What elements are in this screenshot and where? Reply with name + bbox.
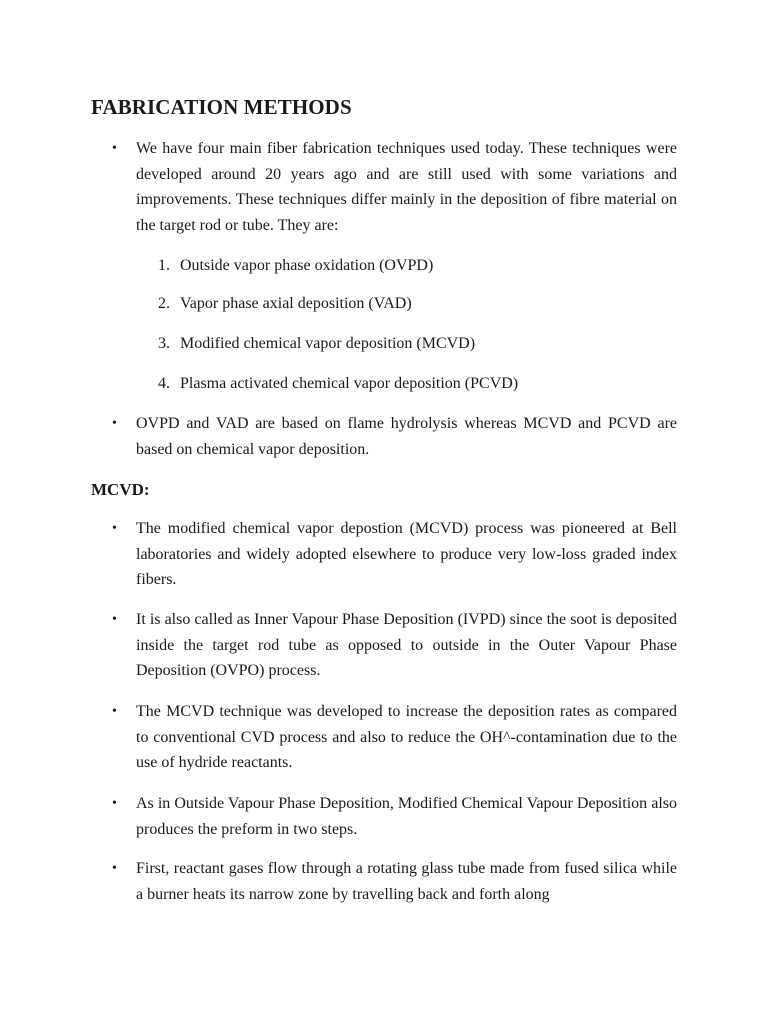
list-item-basis xyxy=(112,411,677,462)
list-item-mcvd-5 xyxy=(112,856,677,907)
paragraph-text: It is also called as Inner Vapour Phase Deposition (IVPD) since the soot is deposited inside the target rod tube as opposed to outside in the Outer Vapour Phase Deposition (OVPO) process. xyxy=(136,611,677,679)
list-item-mcvd-1 xyxy=(112,516,677,593)
list-item-mcvd-4 xyxy=(112,791,677,842)
list-item-intro xyxy=(112,136,677,238)
bullet-icon: • xyxy=(112,141,117,156)
bullet-icon: • xyxy=(112,521,117,536)
section-title: FABRICATION METHODS xyxy=(91,95,352,119)
numbered-item-2 xyxy=(158,292,412,316)
item-number: 4. xyxy=(158,375,170,392)
numbered-item-4 xyxy=(158,372,518,396)
item-text: Modified chemical vapor deposition (MCVD) xyxy=(180,335,476,352)
paragraph-text: OVPD and VAD are based on flame hydrolysis whereas MCVD and PCVD are based on chemical vapor deposition. xyxy=(136,415,677,458)
item-text: Vapor phase axial deposition (VAD) xyxy=(180,295,412,312)
subsection-title: MCVD: xyxy=(91,480,150,499)
item-number: 1. xyxy=(158,257,170,274)
numbered-item-1 xyxy=(158,254,433,278)
list-item-mcvd-2 xyxy=(112,607,677,684)
numbered-item-3 xyxy=(158,332,475,356)
paragraph-text: The MCVD technique was developed to increase the deposition rates as compared to conventional CVD process and also to reduce the OH^-contamination due to the use of hydride reactants. xyxy=(136,703,677,771)
bullet-icon: • xyxy=(112,612,117,627)
list-item-mcvd-3 xyxy=(112,699,677,776)
paragraph-text: As in Outside Vapour Phase Deposition, Modified Chemical Vapour Deposition also produces the preform in two steps. xyxy=(136,795,677,838)
item-text: Outside vapor phase oxidation (OVPD) xyxy=(180,257,434,274)
paragraph-text: The modified chemical vapor depostion (MCVD) process was pioneered at Bell laboratories and widely adopted elsewhere to produce very low-loss graded index fibers. xyxy=(136,520,677,588)
bullet-icon: • xyxy=(112,416,117,431)
item-text: Plasma activated chemical vapor deposition (PCVD) xyxy=(180,375,519,392)
item-number: 3. xyxy=(158,335,170,352)
item-number: 2. xyxy=(158,295,170,312)
bullet-icon: • xyxy=(112,796,117,811)
paragraph-text: First, reactant gases flow through a rotating glass tube made from fused silica while a burner heats its narrow zone by travelling back and forth along xyxy=(136,860,677,903)
bullet-icon: • xyxy=(112,861,117,876)
paragraph-text: We have four main fiber fabrication techniques used today. These techniques were developed around 20 years ago and are still used with some variations and improvements. These techniques differ mainly in the deposition of fibre material on the target rod or tube. They are: xyxy=(136,140,677,234)
bullet-icon: • xyxy=(112,704,117,719)
